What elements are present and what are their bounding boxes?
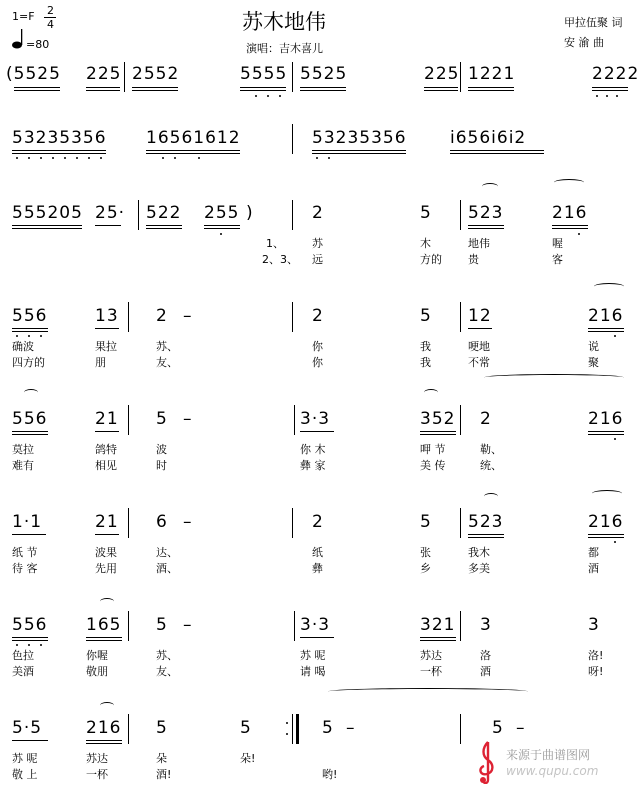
lyric: 苏 xyxy=(312,237,323,250)
lyric: 哽地 xyxy=(468,340,490,353)
low-octave-dot xyxy=(316,157,318,159)
repeat-bar-line xyxy=(292,714,293,744)
underline xyxy=(468,534,504,535)
underline xyxy=(312,153,406,154)
note-group: 5 xyxy=(322,718,334,738)
underline xyxy=(12,225,82,226)
underline xyxy=(204,228,240,229)
bar-line xyxy=(292,62,293,92)
underline xyxy=(300,431,334,432)
note-group: 2552 xyxy=(132,64,180,84)
lyric: 勒、 xyxy=(480,443,502,456)
lyric: 你 xyxy=(312,340,323,353)
slur xyxy=(484,493,498,500)
underline xyxy=(146,150,240,151)
lyric: 时 xyxy=(156,459,167,472)
slur xyxy=(482,183,498,190)
page-title: 苏木地伟 xyxy=(242,10,326,34)
low-octave-dot xyxy=(76,157,78,159)
lyric: 苏 呢 xyxy=(12,752,38,765)
bar-line xyxy=(124,62,125,92)
low-octave-dot xyxy=(255,95,257,97)
note-group: 3 xyxy=(588,615,600,635)
slur xyxy=(592,490,622,497)
singer-line: 演唱：吉木喜儿 xyxy=(246,42,323,55)
bar-line xyxy=(460,62,461,92)
lyric: 都 xyxy=(588,546,599,559)
lyric: 客 xyxy=(552,253,563,266)
low-octave-dot xyxy=(328,157,330,159)
underline xyxy=(468,328,492,329)
bar-line xyxy=(292,200,293,230)
note-group: 2 xyxy=(480,409,492,429)
underline xyxy=(12,534,46,535)
lyric: 多美 xyxy=(468,562,490,575)
note-group: – xyxy=(516,718,526,738)
note-group: 5 xyxy=(156,409,168,429)
low-octave-dot xyxy=(16,335,18,337)
low-octave-dot xyxy=(40,157,42,159)
lyric: 方的 xyxy=(420,253,442,266)
underline xyxy=(420,637,456,638)
lyric: 难有 xyxy=(12,459,34,472)
lyric: 相见 xyxy=(95,459,117,472)
low-octave-dot xyxy=(28,644,30,646)
note-group: – xyxy=(183,615,193,635)
low-octave-dot xyxy=(40,335,42,337)
watermark-line2: www.qupu.com xyxy=(506,764,599,778)
lyric: 我 xyxy=(420,356,431,369)
low-octave-dot xyxy=(52,157,54,159)
underline xyxy=(86,637,122,638)
underline xyxy=(95,225,121,226)
underline xyxy=(300,87,346,88)
low-octave-dot xyxy=(16,157,18,159)
bar-line xyxy=(128,508,129,538)
note-group: – xyxy=(183,512,193,532)
lyric: 酒、 xyxy=(156,562,178,575)
low-octave-dot xyxy=(220,233,222,235)
lyric: 美酒 xyxy=(12,665,34,678)
bar-line xyxy=(128,405,129,435)
underline xyxy=(146,153,240,154)
note-group: 165 xyxy=(86,615,122,635)
low-octave-dot xyxy=(616,95,618,97)
time-sig-top: 2 xyxy=(47,4,54,17)
note-group: 225 xyxy=(86,64,122,84)
bar-line xyxy=(128,714,129,744)
note-group: 5 xyxy=(420,203,432,223)
lyric: 远 xyxy=(312,253,323,266)
underline xyxy=(588,434,624,435)
bar-line xyxy=(460,611,461,641)
bar-line xyxy=(294,405,295,435)
slur xyxy=(424,389,438,396)
note-group: 5 xyxy=(156,615,168,635)
low-octave-dot xyxy=(28,335,30,337)
note-group: 2 xyxy=(312,203,324,223)
lyric: 果拉 xyxy=(95,340,117,353)
lyric: 莫拉 xyxy=(12,443,34,456)
lyric: 木 xyxy=(420,237,431,250)
lyric: 喔 xyxy=(552,237,563,250)
low-octave-dot xyxy=(174,157,176,159)
underline xyxy=(95,328,119,329)
lyric: 2、3、 xyxy=(262,253,298,266)
note-group: 5 xyxy=(492,718,504,738)
slur xyxy=(554,179,584,186)
underline xyxy=(552,228,588,229)
underline xyxy=(424,90,458,91)
underline xyxy=(420,434,456,435)
lyric: 你喔 xyxy=(86,649,108,662)
low-octave-dot xyxy=(162,157,164,159)
note-group: 5555 xyxy=(240,64,288,84)
quarter-note-icon xyxy=(12,28,26,54)
underline xyxy=(12,640,48,641)
underline xyxy=(468,87,514,88)
note-group: i656i6i2 xyxy=(450,128,527,148)
note-group: 556 xyxy=(12,306,48,326)
slur xyxy=(24,389,38,396)
underline xyxy=(240,90,286,91)
key-signature: 1=F xyxy=(12,10,35,23)
lyric: 呷 节 xyxy=(420,443,446,456)
note-group: 21 xyxy=(95,409,119,429)
underline xyxy=(588,331,624,332)
lyric: 苏 呢 xyxy=(300,649,326,662)
note-group: 2 xyxy=(156,306,168,326)
note-group: 21 xyxy=(95,512,119,532)
lyric: 洛 xyxy=(480,649,491,662)
underline xyxy=(12,740,48,741)
lyric: 聚 xyxy=(588,356,599,369)
note-group: 53235356 xyxy=(312,128,407,148)
lyric: 美 传 xyxy=(420,459,446,472)
lyric: 贵 xyxy=(468,253,479,266)
tempo: =80 xyxy=(26,38,50,51)
lyric: 地伟 xyxy=(468,237,490,250)
repeat-bar-line-thick xyxy=(296,714,299,744)
lyric: 一杯 xyxy=(420,665,442,678)
lyric: 张 xyxy=(420,546,431,559)
underline xyxy=(12,153,106,154)
note-group: 53235356 xyxy=(12,128,107,148)
bar-line xyxy=(460,302,461,332)
underline xyxy=(588,537,624,538)
bar-line xyxy=(294,611,295,641)
underline xyxy=(14,90,60,91)
lyric: 色拉 xyxy=(12,649,34,662)
note-group: 2222 xyxy=(592,64,639,84)
lyric: 波果 xyxy=(95,546,117,559)
note-group: 6 xyxy=(156,512,168,532)
bar-line xyxy=(292,302,293,332)
lyric: 友、 xyxy=(156,356,178,369)
low-octave-dot xyxy=(606,95,608,97)
lyric: 你 xyxy=(312,356,323,369)
underline xyxy=(588,328,624,329)
low-octave-dot xyxy=(279,95,281,97)
underline xyxy=(132,90,178,91)
note-group: – xyxy=(183,306,193,326)
slur xyxy=(100,702,114,709)
lyric: 敬朋 xyxy=(86,665,108,678)
underline xyxy=(12,637,48,638)
low-octave-dot xyxy=(267,95,269,97)
underline xyxy=(86,640,122,641)
underline xyxy=(588,534,624,535)
lyric: 乡 xyxy=(420,562,431,575)
note-group: 3 xyxy=(480,615,492,635)
underline xyxy=(12,328,48,329)
low-octave-dot xyxy=(614,541,616,543)
note-group: 25· xyxy=(95,203,126,223)
lyric: 先用 xyxy=(95,562,117,575)
underline xyxy=(468,90,514,91)
lyric: 友、 xyxy=(156,665,178,678)
note-group: 3·3 xyxy=(300,409,331,429)
note-group: 522 xyxy=(146,203,182,223)
note-group: 2 xyxy=(312,306,324,326)
underline xyxy=(420,640,456,641)
underline xyxy=(552,225,588,226)
note-group: 16561612 xyxy=(146,128,241,148)
underline xyxy=(12,331,48,332)
underline xyxy=(300,90,346,91)
lyric: 敬 上 xyxy=(12,768,38,781)
slur xyxy=(328,688,528,695)
lyric: 四方的 xyxy=(12,356,45,369)
lyric: 朵! xyxy=(240,752,256,765)
underline xyxy=(450,153,544,154)
lyric: 纸 节 xyxy=(12,546,38,559)
lyric: 苏达 xyxy=(86,752,108,765)
underline xyxy=(300,637,334,638)
note-group: – xyxy=(183,409,193,429)
lyric: 说 xyxy=(588,340,599,353)
bar-line xyxy=(128,611,129,641)
repeat-dot xyxy=(286,722,288,724)
underline xyxy=(12,150,106,151)
note-group: 556 xyxy=(12,409,48,429)
underline xyxy=(95,431,119,432)
underline xyxy=(450,150,544,151)
lyric: 酒! xyxy=(156,768,172,781)
low-octave-dot xyxy=(198,157,200,159)
underline xyxy=(86,87,120,88)
low-octave-dot xyxy=(578,233,580,235)
underline xyxy=(420,431,456,432)
underline xyxy=(204,225,240,226)
underline xyxy=(86,90,120,91)
lyric: 你 木 xyxy=(300,443,326,456)
note-group: 5·5 xyxy=(12,718,43,738)
lyric: 1、 xyxy=(266,237,284,250)
note-group: 216 xyxy=(588,512,624,532)
low-octave-dot xyxy=(40,644,42,646)
note-group: 216 xyxy=(588,409,624,429)
bar-line xyxy=(138,200,139,230)
lyric: 一杯 xyxy=(86,768,108,781)
note-group: 5 xyxy=(240,718,252,738)
underline xyxy=(424,87,458,88)
note-group: 1221 xyxy=(468,64,516,84)
lyric: 纸 xyxy=(312,546,323,559)
lyric: 我木 xyxy=(468,546,490,559)
low-octave-dot xyxy=(100,157,102,159)
lyric: 苏、 xyxy=(156,340,178,353)
lyric: 我 xyxy=(420,340,431,353)
bar-line xyxy=(128,302,129,332)
lyric: 请 喝 xyxy=(300,665,326,678)
lyric: 待 客 xyxy=(12,562,38,575)
lyric: 酒 xyxy=(588,562,599,575)
lyric: 呀! xyxy=(588,665,604,678)
underline xyxy=(592,87,628,88)
underline xyxy=(312,150,406,151)
note-group: 216 xyxy=(588,306,624,326)
bar-line xyxy=(460,714,461,744)
repeat-dot xyxy=(286,733,288,735)
lyric: 确波 xyxy=(12,340,34,353)
note-group: 556 xyxy=(12,615,48,635)
underline xyxy=(12,431,48,432)
lyric: 哟! xyxy=(322,768,338,781)
note-group: 523 xyxy=(468,203,504,223)
note-group: 352 xyxy=(420,409,456,429)
note-group: – xyxy=(346,718,356,738)
underline xyxy=(468,537,504,538)
note-group: (5525 xyxy=(6,64,61,84)
low-octave-dot xyxy=(88,157,90,159)
note-group: 1·1 xyxy=(12,512,43,532)
low-octave-dot xyxy=(16,644,18,646)
underline xyxy=(468,228,504,229)
lyric: 达、 xyxy=(156,546,178,559)
lyric: 苏、 xyxy=(156,649,178,662)
note-group: 555205 xyxy=(12,203,83,223)
lyric: 彝 家 xyxy=(300,459,326,472)
note-group: 12 xyxy=(468,306,492,326)
note-group: 321 xyxy=(420,615,456,635)
note-group: 523 xyxy=(468,512,504,532)
note-group: ) xyxy=(246,203,254,223)
note-group: 5525 xyxy=(300,64,348,84)
underline xyxy=(86,743,122,744)
underline xyxy=(132,87,178,88)
bar-line xyxy=(460,508,461,538)
low-octave-dot xyxy=(28,157,30,159)
lyric: 朋 xyxy=(95,356,106,369)
lyric: 苏达 xyxy=(420,649,442,662)
bar-line xyxy=(292,124,293,154)
underline xyxy=(86,740,122,741)
low-octave-dot xyxy=(614,335,616,337)
lyric: 彝 xyxy=(312,562,323,575)
underline xyxy=(12,228,82,229)
slur xyxy=(100,598,114,605)
low-octave-dot xyxy=(596,95,598,97)
time-sig-bottom: 4 xyxy=(47,18,54,31)
underline xyxy=(468,225,504,226)
low-octave-dot xyxy=(64,157,66,159)
lyric: 洛! xyxy=(588,649,604,662)
bar-line xyxy=(460,200,461,230)
bar-line xyxy=(460,405,461,435)
note-group: 255 xyxy=(204,203,240,223)
slur xyxy=(484,374,624,381)
bar-line xyxy=(292,508,293,538)
note-group: 216 xyxy=(86,718,122,738)
lyric: 朵 xyxy=(156,752,167,765)
note-group: 13 xyxy=(95,306,119,326)
note-group: 3·3 xyxy=(300,615,331,635)
underline xyxy=(592,90,628,91)
lyric: 鸽特 xyxy=(95,443,117,456)
note-group: 2 xyxy=(312,512,324,532)
note-group: 216 xyxy=(552,203,588,223)
note-group: 5 xyxy=(156,718,168,738)
note-group: 225 xyxy=(424,64,460,84)
underline xyxy=(588,431,624,432)
low-octave-dot xyxy=(614,438,616,440)
note-group: 5 xyxy=(420,512,432,532)
watermark-line1: 来源于曲谱图网 xyxy=(506,748,591,762)
lyricist: 甲拉伍聚 词 xyxy=(564,16,623,29)
note-group: 5 xyxy=(420,306,432,326)
underline xyxy=(12,434,48,435)
underline xyxy=(146,228,182,229)
lyric: 统、 xyxy=(480,459,502,472)
underline xyxy=(95,534,119,535)
underline xyxy=(240,87,286,88)
lyric: 酒 xyxy=(480,665,491,678)
composer: 安 渝 曲 xyxy=(564,36,604,49)
lyric: 波 xyxy=(156,443,167,456)
treble-clef-icon xyxy=(474,740,500,788)
slur xyxy=(594,283,624,290)
underline xyxy=(146,225,182,226)
lyric: 不常 xyxy=(468,356,490,369)
underline xyxy=(14,87,60,88)
